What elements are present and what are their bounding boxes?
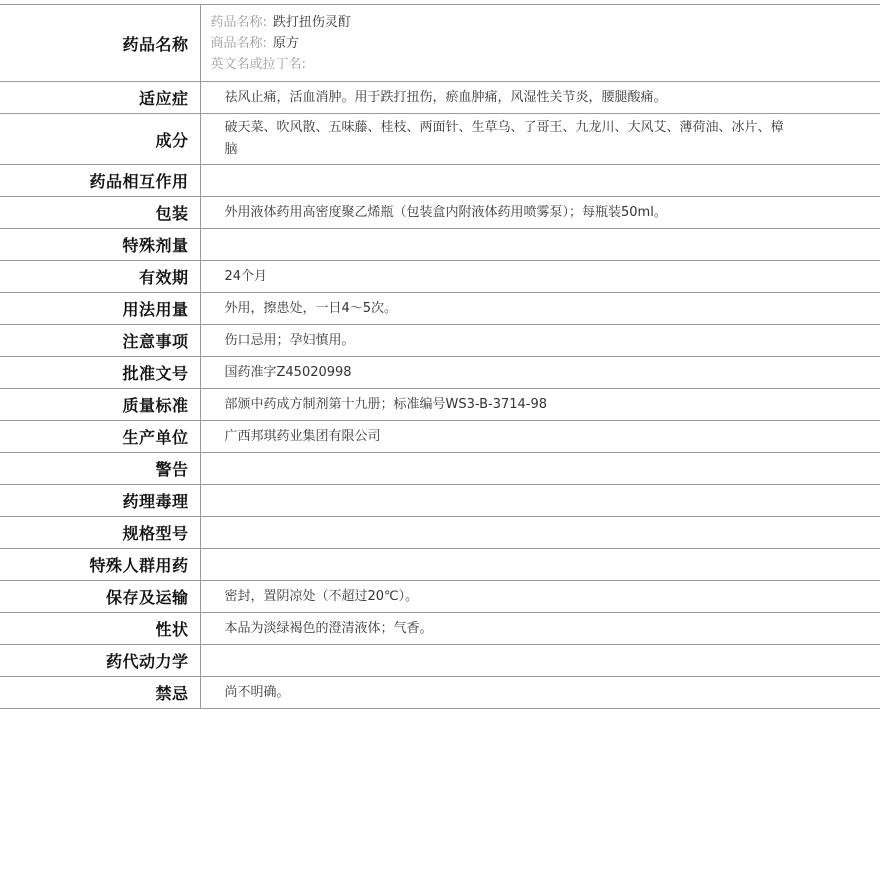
table-row-warning [0, 453, 880, 485]
row-label: 性状 [0, 613, 200, 645]
row-value: 国药准字Z45020998 [224, 364, 352, 380]
row-label: 质量标准 [0, 389, 200, 421]
table-row-pharmacokinetics [0, 645, 880, 677]
row-value [200, 517, 880, 549]
row-label: 警告 [0, 453, 200, 485]
row-label: 禁忌 [0, 677, 200, 709]
row-value [200, 549, 880, 581]
row-value: 本品为淡绿褐色的澄清液体；气香。 [224, 620, 433, 636]
row-label: 用法用量 [0, 293, 200, 325]
row-label: 药品相互作用 [0, 165, 200, 197]
row-value: 24个月 [224, 268, 268, 284]
table-row-drug-name [0, 5, 880, 82]
row-value [200, 485, 880, 517]
row-value: 广西邦琪药业集团有限公司 [224, 428, 381, 444]
row-label: 有效期 [0, 261, 200, 293]
row-value: 破天菜、吹风散、五味藤、桂枝、两面针、生草乌、了哥王、九龙川、大风艾、薄荷油、冰片、樟脑 [224, 120, 784, 157]
row-value [200, 5, 880, 82]
row-label: 特殊剂量 [0, 229, 200, 261]
generic-name-value: 跌打扭伤灵酊 [272, 14, 351, 30]
table-row-manufacturer [0, 421, 880, 453]
row-value: 尚不明确。 [224, 684, 290, 700]
row-value [200, 645, 880, 677]
table-row-packaging [0, 197, 880, 229]
row-label: 规格型号 [0, 517, 200, 549]
trade-name-line [211, 33, 791, 54]
latin-name-label: 英文名或拉丁名: [210, 56, 306, 72]
drug-info-table [0, 4, 880, 709]
row-value: 伤口忌用；孕妇慎用。 [224, 332, 355, 348]
table-row-storage [0, 581, 880, 613]
latin-name-line [211, 54, 791, 75]
generic-name-line [211, 12, 791, 33]
table-row-pharmacology [0, 485, 880, 517]
table-row-precautions [0, 325, 880, 357]
row-label: 特殊人群用药 [0, 549, 200, 581]
row-value: 部颁中药成方制剂第十九册；标准编号WS3-B-3714-98 [224, 396, 548, 412]
row-label: 包装 [0, 197, 200, 229]
row-label: 药代动力学 [0, 645, 200, 677]
row-value: 外用液体药用高密度聚乙烯瓶（包装盒内附液体药用喷雾泵）；每瓶装50ml。 [224, 204, 667, 220]
row-label: 保存及运输 [0, 581, 200, 613]
table-row-contraindications [0, 677, 880, 709]
table-row-usage [0, 293, 880, 325]
table-row-interactions [0, 165, 880, 197]
row-label: 成分 [0, 114, 200, 165]
table-row-specification [0, 517, 880, 549]
table-row-indications [0, 82, 880, 114]
row-value [200, 453, 880, 485]
row-label: 生产单位 [0, 421, 200, 453]
trade-name-value: 原方 [272, 35, 299, 51]
table-row-special-dosage [0, 229, 880, 261]
table-row-quality-standard [0, 389, 880, 421]
table-row-approval-number [0, 357, 880, 389]
table-row-shelf-life [0, 261, 880, 293]
trade-name-label: 商品名称: [210, 35, 267, 51]
row-value: 外用，擦患处，一日4～5次。 [224, 300, 398, 316]
row-value [200, 229, 880, 261]
row-value [200, 165, 880, 197]
table-row-appearance [0, 613, 880, 645]
generic-name-label: 药品名称: [210, 14, 267, 30]
row-value: 密封，置阴凉处（不超过20℃）。 [224, 588, 419, 604]
row-label: 药理毒理 [0, 485, 200, 517]
row-label: 适应症 [0, 82, 200, 114]
table-row-ingredients [0, 114, 880, 165]
row-label: 注意事项 [0, 325, 200, 357]
table-row-special-populations [0, 549, 880, 581]
row-value: 祛风止痛，活血消肿。用于跌打扭伤，瘀血肿痛，风湿性关节炎，腰腿酸痛。 [224, 89, 667, 105]
row-label: 批准文号 [0, 357, 200, 389]
row-label: 药品名称 [0, 5, 200, 82]
